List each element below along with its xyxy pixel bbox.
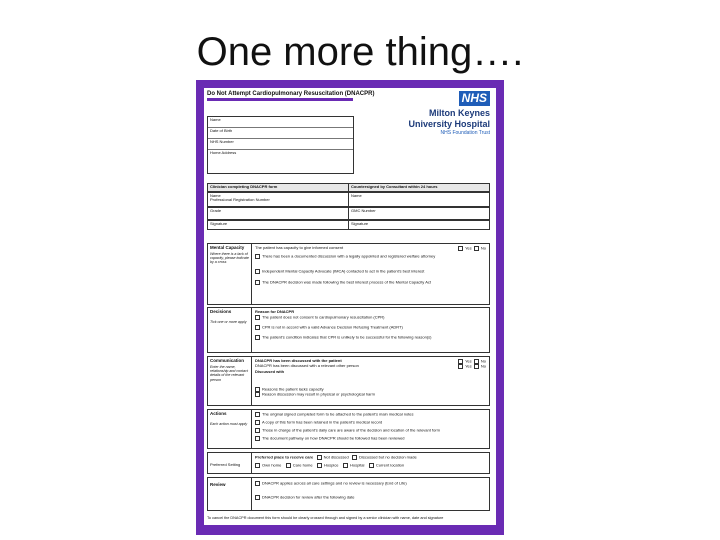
comm-checkbox-1[interactable] [255,387,260,392]
completed-name-label: Name [210,192,221,198]
review-section [207,477,490,511]
capacity-line-3: The DNACPR decision was made following the best interest process of the Mental Capacity Act [262,280,431,285]
pref-current-location-label: Current location [375,462,405,468]
comm-other-yes-checkbox[interactable] [458,364,463,369]
comm-question-other: DNACPR has been discussed with a relevant other person [255,364,359,369]
comm-other-no-label: No [480,364,486,369]
comm-patient-no-label: No [480,358,486,364]
mental-capacity-note: Where there is a lack of capacity, please indicate by a cross [210,252,249,265]
comm-question-patient: DNACPR has been discussed with the patient [255,358,342,363]
capacity-line-2: Independent Mental Capacity Advocate (IMCA) contacted to act in the patient's best interest [262,268,425,274]
hospital-name-line1: Milton Keynes [428,108,490,118]
communication-section [207,356,490,406]
communication-note: Enter the name, relationship and contact details of the relevant person [210,365,248,382]
completed-grade-label: Grade [210,207,222,213]
pref-hospice-checkbox[interactable] [317,463,322,468]
decision-heading: Reason for DNACPR [255,309,295,314]
action-line-2: A copy of this form has been retained in the patient's medical record [262,419,383,425]
completed-by-header: Clinician completing DNACPR form [210,184,278,189]
clinician-header-row [207,183,490,192]
action-line-1: The original signed completed form to be attached to the patient's main medical notes [262,411,414,417]
decision-checkbox-3[interactable] [255,335,260,340]
countersigned-gmc-label: GMC Number [348,208,489,219]
comm-line-2: Reason discussion may result in physical or psychological harm [262,392,375,397]
decision-line-3: The patient's condition indicates that CPR is unlikely to be successful for the following reason(s) [262,335,432,340]
decisions-note: Tick one or more apply [210,320,247,325]
preferred-place-section [207,452,490,474]
pref-no-decision-checkbox[interactable] [352,455,357,460]
countersigned-header: Countersigned by Consultant within 24 hours [348,184,489,191]
pref-no-decision-label: Discussed but no decision made [359,454,417,460]
patient-field-nhs-number: NHS Number [208,139,353,150]
capacity-question: The patient has capacity to give informed consent [255,245,344,250]
countersigned-name-label: Name [348,193,489,206]
capacity-checkbox-2[interactable] [255,269,260,274]
form-frame [196,80,504,535]
preferred-setting-label: Preferred Setting [210,462,241,467]
clinician-row-grade [207,207,490,220]
clinician-block [207,183,490,230]
decision-line-1: The patient does not consent to cardiopulmonary resuscitation (CPR) [262,314,385,320]
communication-label: Communication [210,358,245,363]
pref-not-discussed-checkbox[interactable] [317,455,322,460]
capacity-checkbox-3[interactable] [255,280,260,285]
clinician-row-signature [207,220,490,230]
capacity-checkbox-1[interactable] [255,254,260,259]
pref-care-home-label: Care home [292,462,313,468]
patient-field-name: Name [208,117,353,128]
decision-line-2: CPR is not in accord with a valid Advance Decision Refusing Treatment (ADRT) [262,324,403,330]
dnacpr-form [204,88,496,525]
comm-checkbox-2[interactable] [255,392,260,397]
action-checkbox-4[interactable] [255,436,260,441]
comm-patient-no-checkbox[interactable] [474,359,479,364]
pref-hospital-checkbox[interactable] [343,463,348,468]
pref-hospital-label: Hospital [349,462,365,468]
title-underline [207,98,353,101]
prof-reg-label: Professional Registration Number [210,197,270,203]
capacity-no-label: No [480,245,486,251]
decisions-section [207,307,490,353]
comm-line-1: Reasons the patient lacks capacity [262,386,324,392]
decision-checkbox-2[interactable] [255,325,260,330]
completed-signature-label: Signature [210,220,228,226]
form-footer-note: To cancel the DNACPR document this form should be clearly crossed through and signed by a senior clinician with name, date and signature [207,516,444,520]
action-checkbox-3[interactable] [255,428,260,433]
patient-details-box [207,116,354,174]
comm-discussed-with: Discussed with [255,370,285,375]
pref-own-home-label: Own home [262,462,282,468]
patient-field-address: Home Address [210,150,237,155]
actions-section [207,409,490,449]
capacity-line-1: There has been a documented discussion with a legally appointed and registered welfare attorney [262,253,436,259]
action-checkbox-2[interactable] [255,420,260,425]
action-checkbox-1[interactable] [255,412,260,417]
action-line-3: Those in charge of the patient's daily care are aware of the decision and location of the relevant form [262,427,440,433]
preferred-heading: Preferred place to receive care [255,454,314,460]
clinician-row-name [207,192,490,207]
comm-patient-yes-checkbox[interactable] [458,359,463,364]
review-checkbox-2[interactable] [255,495,260,500]
comm-other-no-checkbox[interactable] [474,364,479,369]
review-label: Review [210,482,226,487]
mental-capacity-label: Mental Capacity [210,245,245,250]
nhs-logo-badge: NHS [459,91,490,106]
decision-checkbox-1[interactable] [255,315,260,320]
slide-title: One more thing…. [196,30,524,74]
action-line-4: The document pathway on how DNACPR should be followed has been reviewed [262,436,405,441]
decisions-label: Decisions [210,309,232,314]
actions-label: Actions [210,411,227,416]
trust-name: NHS Foundation Trust [440,130,490,136]
review-line-1: DNACPR applies across all care settings and no review is necessary (End of Life) [262,481,407,486]
pref-own-home-checkbox[interactable] [255,463,260,468]
capacity-yes-label: Yes [465,245,472,251]
actions-note: Each action must apply [210,422,248,427]
review-checkbox-1[interactable] [255,481,260,486]
pref-current-location-checkbox[interactable] [369,463,374,468]
capacity-no-checkbox[interactable] [474,246,479,251]
countersigned-signature-label: Signature [348,221,489,229]
pref-hospice-label: Hospice [324,462,339,468]
review-line-2: DNACPR decision for review after the following date [262,495,355,500]
hospital-name-line2: University Hospital [408,119,490,129]
capacity-yes-checkbox[interactable] [458,246,463,251]
pref-care-home-checkbox[interactable] [286,463,291,468]
comm-other-yes-label: Yes [465,364,472,369]
patient-field-dob: Date of Birth [208,128,353,139]
comm-patient-yes-label: Yes [465,358,472,364]
form-title: Do Not Attempt Cardiopulmonary Resuscitation (DNACPR) [207,91,375,97]
pref-not-discussed-label: Not discussed [323,454,349,460]
mental-capacity-section [207,243,490,305]
